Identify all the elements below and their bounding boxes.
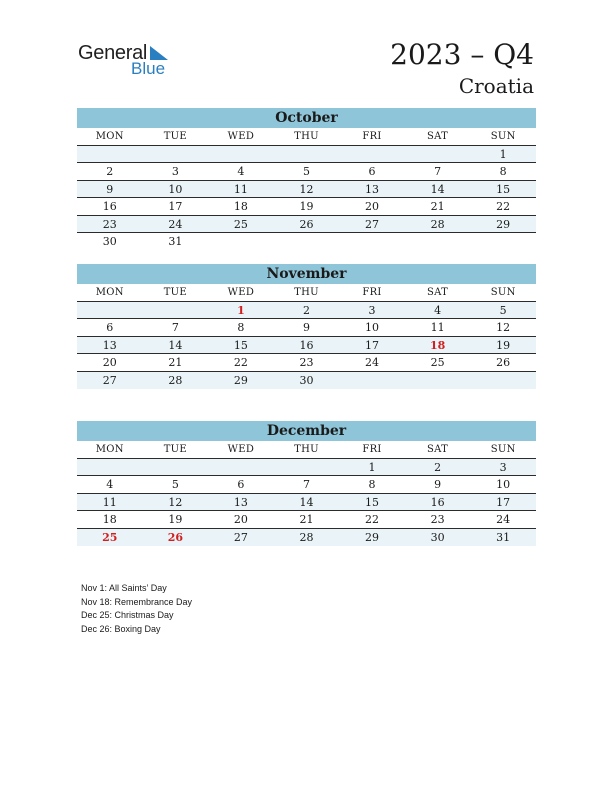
day-cell: 27 [233,530,248,544]
day-cell [208,233,274,251]
logo-general-text: General [78,42,148,64]
weekday-label: MON [95,131,124,142]
day-cell: 24 [168,217,183,231]
day-cell: 19 [496,338,511,352]
month-november [77,264,536,389]
day-cell: 4 [106,478,114,491]
day-cell: 27 [365,217,380,231]
day-cell: 8 [368,478,376,491]
day-cell: 4 [434,303,442,317]
day-cell: 29 [233,373,248,387]
month-title: November [77,264,536,284]
weekday-label: THU [294,287,319,298]
weekday-label: THU [294,131,319,142]
week-row [77,319,536,337]
day-cell: 18 [102,513,117,526]
day-cell: 17 [365,338,380,352]
weekday-label: WED [227,287,255,298]
day-cell: 21 [299,513,314,526]
day-cell: 28 [430,217,445,231]
day-cell [339,372,405,390]
day-cell: 7 [171,321,179,334]
day-cell: 2 [434,460,442,474]
day-cell: 13 [102,338,117,352]
month-december [77,421,536,546]
holiday-note: Nov 1: All Saints’ Day [81,583,167,593]
day-cell: 13 [233,495,248,509]
day-cell: 13 [365,182,380,196]
logo [78,42,188,82]
day-cell: 1 [368,460,376,474]
day-cell [77,302,143,319]
day-cell: 21 [430,200,445,213]
day-cell: 19 [299,200,314,213]
day-cell: 15 [365,495,380,509]
day-cell: 14 [299,495,314,509]
day-cell: 7 [302,478,310,491]
day-cell: 27 [102,373,117,387]
day-cell: 7 [434,165,442,178]
day-cell [339,233,405,251]
day-cell: 11 [233,182,248,196]
day-cell: 31 [496,530,511,544]
week-row [77,302,536,320]
logo-triangle-icon [150,46,168,60]
day-cell: 29 [365,530,380,544]
day-cell [405,146,471,163]
day-cell: 5 [499,303,507,317]
day-cell: 23 [430,513,445,526]
day-cell: 14 [430,182,445,196]
day-cell [274,233,340,251]
day-cell: 8 [237,321,245,334]
weekday-label: FRI [362,444,382,455]
weekday-label: MON [95,444,124,455]
holiday-day-cell: 26 [167,530,183,544]
day-cell: 12 [168,495,183,509]
weekday-header-row [77,128,536,146]
weekday-label: SUN [490,444,516,455]
day-cell: 30 [102,235,117,248]
week-row [77,337,536,355]
week-row [77,372,536,390]
weekday-label: TUE [163,444,187,455]
day-cell: 15 [496,182,511,196]
day-cell: 16 [430,495,445,509]
day-cell: 14 [168,338,183,352]
month-title: December [77,421,536,441]
day-cell [143,459,209,476]
day-cell: 22 [365,513,380,526]
day-cell [143,302,209,319]
day-cell: 5 [302,165,310,178]
weekday-label: TUE [163,287,187,298]
holiday-day-cell: 25 [102,530,118,544]
weekday-label: SAT [427,131,449,142]
holiday-day-cell: 18 [429,338,446,352]
week-row [77,476,536,494]
weekday-label: SAT [427,444,449,455]
day-cell: 9 [302,321,310,334]
day-cell: 5 [171,478,179,491]
day-cell: 26 [299,217,314,231]
weekday-label: FRI [362,131,382,142]
day-cell: 9 [106,182,114,196]
day-cell: 1 [499,147,507,161]
day-cell [208,146,274,163]
week-row [77,181,536,199]
day-cell: 20 [102,356,117,369]
day-cell: 17 [496,495,511,509]
day-cell: 23 [299,356,314,369]
day-cell: 2 [302,303,310,317]
day-cell: 22 [496,200,511,213]
weekday-label: TUE [163,131,187,142]
day-cell: 30 [299,373,314,387]
day-cell: 16 [299,338,314,352]
page-title: 2023 – Q4 [390,38,534,71]
day-cell: 23 [102,217,117,231]
holiday-note: Dec 25: Christmas Day [81,610,174,620]
weekday-label: SUN [490,287,516,298]
weekday-label: SAT [427,287,449,298]
day-cell: 8 [499,165,507,178]
week-row [77,198,536,216]
day-cell: 3 [499,460,507,474]
day-cell: 10 [168,182,183,196]
weekday-label: WED [227,444,255,455]
week-row [77,529,536,547]
week-row [77,233,536,251]
day-cell: 9 [434,478,442,491]
day-cell: 11 [430,321,445,334]
week-row [77,163,536,181]
day-cell: 12 [299,182,314,196]
day-cell: 20 [365,200,380,213]
week-row [77,216,536,234]
day-cell [405,233,471,251]
weekday-label: FRI [362,287,382,298]
day-cell [77,459,143,476]
logo-blue-text: Blue [131,59,166,78]
week-row [77,459,536,477]
weekday-header-row [77,284,536,302]
day-cell: 2 [106,165,114,178]
day-cell: 6 [106,321,114,334]
day-cell: 16 [102,200,117,213]
week-row [77,511,536,529]
day-cell: 11 [102,495,117,509]
day-cell [143,146,209,163]
day-cell: 30 [430,530,445,544]
day-cell [339,146,405,163]
day-cell: 28 [168,373,183,387]
weekday-label: MON [95,287,124,298]
day-cell: 28 [299,530,314,544]
week-row [77,354,536,372]
weekday-label: THU [294,444,319,455]
day-cell: 31 [168,235,183,248]
day-cell: 4 [237,165,245,178]
day-cell: 10 [365,321,380,334]
holiday-notes [81,582,192,636]
day-cell: 3 [368,303,376,317]
day-cell: 21 [168,356,183,369]
weekday-header-row [77,441,536,459]
day-cell: 17 [168,200,183,213]
week-row [77,146,536,164]
month-title: October [77,108,536,128]
day-cell: 10 [496,478,511,491]
day-cell: 15 [233,338,248,352]
day-cell: 25 [233,217,248,231]
day-cell: 19 [168,513,183,526]
day-cell: 20 [233,513,248,526]
day-cell: 25 [430,356,445,369]
weekday-label: WED [227,131,255,142]
day-cell: 12 [496,321,511,334]
day-cell: 6 [237,478,245,491]
day-cell: 26 [496,356,511,369]
day-cell [208,459,274,476]
month-october [77,108,536,251]
holiday-note: Dec 26: Boxing Day [81,623,161,634]
day-cell: 29 [496,217,511,231]
day-cell [274,459,340,476]
day-cell: 3 [171,165,179,178]
day-cell: 6 [368,165,376,178]
country-name: Croatia [458,74,534,98]
day-cell [470,233,536,251]
day-cell [274,146,340,163]
day-cell [470,372,536,390]
holiday-day-cell: 1 [237,303,245,317]
day-cell [77,146,143,163]
day-cell [405,372,471,390]
holiday-note: Nov 18: Remembrance Day [81,596,193,607]
week-row [77,494,536,512]
day-cell: 24 [496,513,511,526]
day-cell: 22 [233,356,248,369]
day-cell: 24 [365,356,380,369]
day-cell: 18 [233,200,248,213]
weekday-label: SUN [490,131,516,142]
